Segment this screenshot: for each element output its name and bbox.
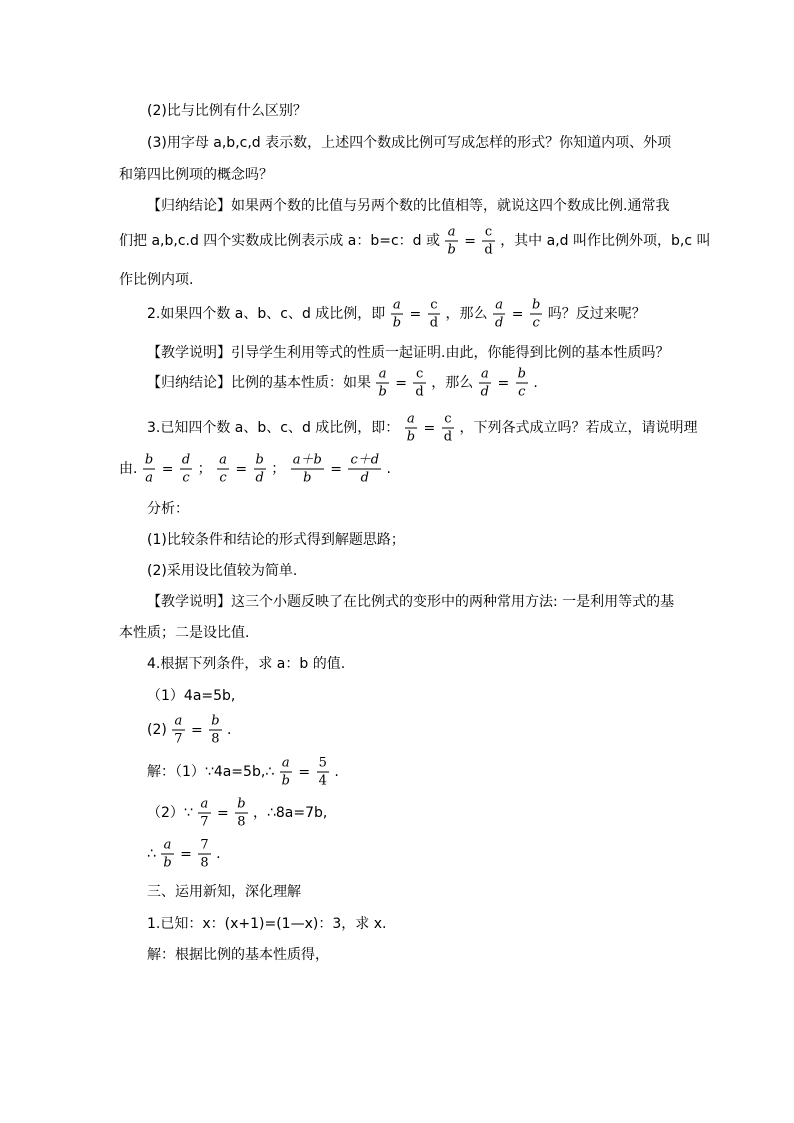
fraction-a-over-d: $\frac{a}{d}$ [494,297,504,331]
analysis-heading: 分析： [147,501,189,517]
fraction-a-over-b: $\frac{a}{b}$ [392,297,402,331]
problem-4-part-1: （1）4a=5b, [147,688,236,704]
conclusion-2-text-c: . [533,375,538,391]
problem-3-line-1 [147,411,698,446]
equals-sign: = [409,306,422,322]
equals-sign: = [235,461,248,477]
fraction-b-over-d: $\frac{b}{d}$ [255,452,264,486]
solution-line-1 [147,755,339,790]
fraction-a-over-b: $\frac{a}{b}$ [447,224,456,258]
teaching-note-2-line-2: 本性质；二是设比值. [119,625,250,641]
fraction-b-over-a: $\frac{b}{a}$ [144,452,154,486]
equals-sign: = [191,722,203,738]
fraction-a-over-d: $\frac{a}{d}$ [480,366,489,400]
fraction-b-over-c: $\frac{b}{c}$ [517,366,526,400]
conclusion-1-line-1: 【归纳结论】如果两个数的比值与另两个数的比值相等，就说这四个数成比例.通常我 [147,198,670,214]
therefore-sign: ∴ [147,846,156,862]
solution-3-end: . [216,846,221,862]
fraction-a-plus-b-over-b: $\frac{a+b}{b}$ [292,452,322,486]
problem-3-text-c: 由. [119,461,138,477]
conclusion-1-line-2 [119,224,711,259]
problem-3-end: . [386,461,391,477]
fraction-b-over-c: $\frac{b}{c}$ [531,297,541,331]
fraction-b-over-8: $\frac{b}{8}$ [211,713,220,747]
fraction-5-over-4: $\frac{5}{4}$ [318,755,327,789]
equals-sign: = [180,846,192,862]
fraction-7-over-8: $\frac{7}{8}$ [200,837,209,871]
teaching-note-1: 【教学说明】引导学生利用等式的性质一起证明.由此，你能得到比例的基本性质吗？ [147,345,670,361]
equals-sign: = [298,764,311,780]
fraction-c-plus-d-over-d: $\frac{c+d}{d}$ [350,452,380,486]
problem-3-text-a: 3.已知四个数 a、b、c、d 成比例，即： [147,420,400,436]
exercise-1: 1.已知：x：(x+1)=(1—x)：3，求 x. [147,916,387,932]
fraction-c-over-d: $\frac{c}{d}$ [443,411,453,445]
exercise-1-solution: 解：根据比例的基本性质得， [147,947,329,963]
equals-sign: = [464,233,476,249]
fraction-b-over-8: $\frac{b}{8}$ [237,796,246,830]
equals-sign: = [511,306,524,322]
conclusion-2-text-a: 【归纳结论】比例的基本性质：如果 [147,375,371,391]
equals-sign: = [217,805,229,821]
problem-4: 4.根据下列条件，求 a：b 的值. [147,656,346,672]
fraction-a-over-7: $\frac{a}{7}$ [174,713,183,747]
fraction-a-over-b: $\frac{a}{b}$ [163,837,172,871]
equals-sign: = [395,375,407,391]
fraction-a-over-b: $\frac{a}{b}$ [378,366,387,400]
solution-2-text-a: （2）∵ [147,805,193,821]
separator: ； [197,461,212,477]
problem-3-text-b: ，下列各式成立吗？若成立，请说明理 [459,420,698,436]
section-3-heading: 三、运用新知，深化理解 [147,884,301,900]
solution-line-2 [147,796,327,831]
problem-2-text-a: 2.如果四个数 a、b、c、d 成比例，即 [147,306,386,322]
solution-1-text: 解：（1）∵4a=5b,∴ [147,764,275,780]
problem-2-text-c: 吗？反过来呢？ [547,306,646,322]
question-3-line-1: (3)用字母 a,b,c,d 表示数，上述四个数成比例可写成怎样的形式？你知道内项、外项 [147,135,672,151]
equals-sign: = [497,375,510,391]
conclusion-2-text-b: ，那么 [431,375,474,391]
conclusion-1-line-3: 作比例内项. [119,272,194,288]
conclusion-1-text-a: 们把 a,b,c.d 四个实数成比例表示成 a：b=c：d 或 [119,233,440,249]
fraction-c-over-d: $\frac{c}{d}$ [415,366,424,400]
equals-sign: = [423,420,436,436]
solution-1-end: . [334,764,339,780]
fraction-a-over-c: $\frac{a}{c}$ [219,452,227,486]
teaching-note-2-line-1: 【教学说明】这三个小题反映了在比例式的变形中的两种常用方法: 一是利用等式的基 [147,594,675,610]
problem-2-text-b: ，那么 [445,306,488,322]
analysis-1: (1)比较条件和结论的形式得到解题思路； [147,532,405,548]
analysis-2: (2)采用设比值较为简单. [147,563,298,579]
problem-2 [147,297,646,332]
question-2: (2)比与比例有什么区别？ [147,103,307,119]
equals-sign: = [330,461,343,477]
fraction-c-over-d: $\frac{c}{d}$ [429,297,439,331]
solution-2-text-b: ，∴8a=7b, [252,805,328,821]
fraction-a-over-b: $\frac{a}{b}$ [281,755,290,789]
problem-3-line-2 [119,452,391,487]
fraction-d-over-c: $\frac{d}{c}$ [181,452,191,486]
separator: ； [271,461,286,477]
equals-sign: = [161,461,174,477]
problem-4-part-2-end: . [227,722,232,738]
fraction-a-over-b: $\frac{a}{b}$ [406,411,416,445]
conclusion-1-text-b: ，其中 a,d 叫作比例外项，b,c 叫 [500,233,711,249]
problem-4-part-2-label: (2) [147,722,167,738]
fraction-c-over-d: $\frac{c}{d}$ [484,224,493,258]
solution-line-3 [147,837,221,872]
conclusion-2 [147,366,538,401]
fraction-a-over-7: $\frac{a}{7}$ [200,796,209,830]
question-3-line-2: 和第四比例项的概念吗？ [119,167,273,183]
problem-4-part-2 [147,713,231,748]
